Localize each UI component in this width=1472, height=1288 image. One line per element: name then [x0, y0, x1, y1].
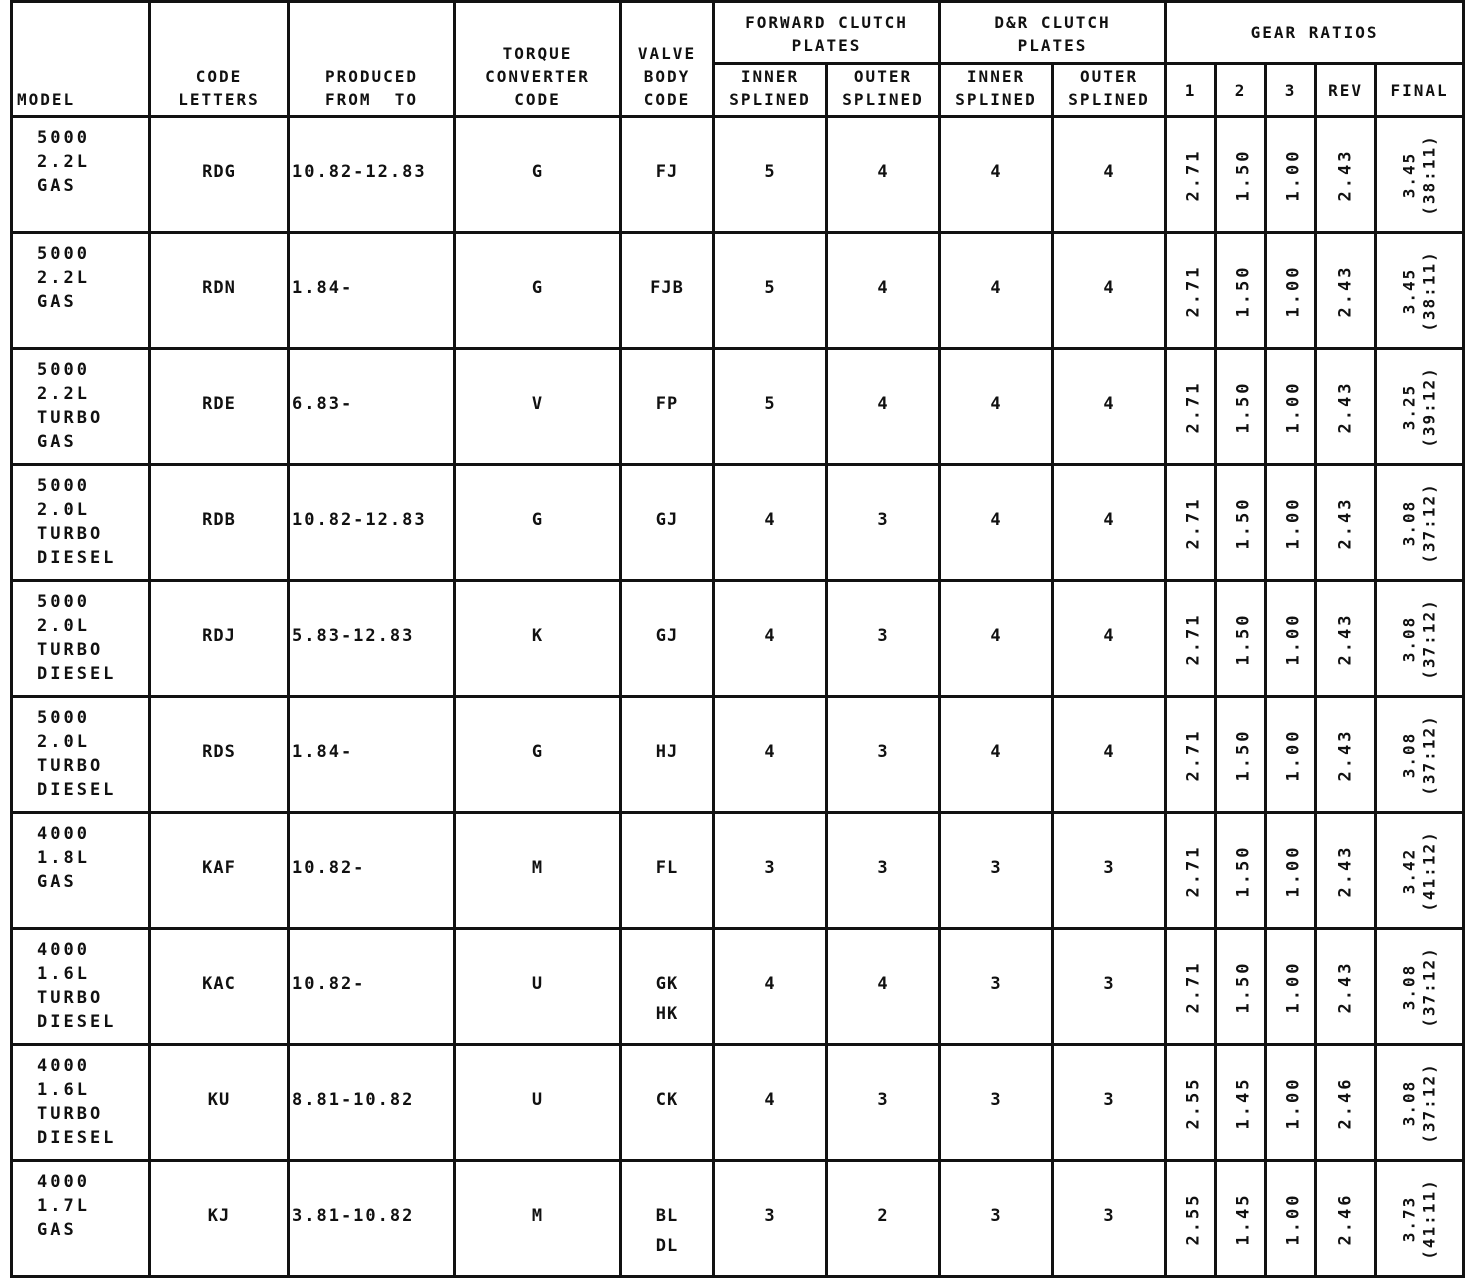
header-row-top [12, 2, 1464, 64]
header-torque-line3: CODE [514, 90, 561, 109]
produced-cell: 6.83- [289, 349, 455, 465]
model-cell: 5000 2.2L GAS [12, 117, 150, 233]
gear-ratio-3-cell [1266, 1045, 1316, 1161]
torque-converter-cell: G [455, 233, 621, 349]
rotated-ratio-value: 1.50 [1233, 844, 1254, 897]
model-cell: 5000 2.0L TURBO DIESEL [12, 581, 150, 697]
gear-ratio-2-cell [1216, 813, 1266, 929]
forward-inner-splined-cell: 4 [714, 929, 827, 1045]
valve-body-code: CK [655, 1090, 679, 1110]
forward-inner-splined-cell: 3 [714, 1161, 827, 1277]
header-dr-outer-line2: SPLINED [1068, 90, 1150, 109]
header-valve-line1: VALVE [637, 44, 697, 63]
torque-converter-cell: U [455, 1045, 621, 1161]
valve-body-code: BL [655, 1206, 679, 1226]
table-row [12, 813, 1464, 929]
table-row [12, 1161, 1464, 1277]
header-forward-line2: PLATES [791, 36, 862, 55]
dr-inner-splined-cell: 4 [940, 349, 1053, 465]
torque-converter-cell: G [455, 697, 621, 813]
produced-cell: 1.84- [289, 697, 455, 813]
header-dr-outer-line1: OUTER [1079, 67, 1139, 86]
code-letters-cell: RDG [150, 117, 289, 233]
model-cell: 4000 1.7L GAS [12, 1161, 150, 1277]
valve-body-code: FJ [655, 162, 679, 182]
forward-outer-splined-cell: 2 [827, 1161, 940, 1277]
forward-inner-splined-cell: 5 [714, 349, 827, 465]
rotated-ratio-value: 3.25 (39:12) [1399, 365, 1439, 448]
rotated-ratio-value: 2.71 [1183, 844, 1204, 897]
gear-ratio-final-cell [1376, 233, 1464, 349]
gear-ratio-3-cell [1266, 465, 1316, 581]
table-row [12, 465, 1464, 581]
rotated-ratio-value: 1.00 [1283, 960, 1304, 1013]
header-code-letters-line1: CODE [195, 67, 243, 86]
forward-inner-splined-cell: 4 [714, 1045, 827, 1161]
gear-ratio-final-cell [1376, 581, 1464, 697]
forward-outer-splined-cell: 4 [827, 117, 940, 233]
produced-cell: 10.82- [289, 813, 455, 929]
header-produced-line2: FROM TO [324, 90, 419, 109]
dr-inner-splined-cell: 4 [940, 117, 1053, 233]
rotated-ratio-value: 1.50 [1233, 148, 1254, 201]
gear-ratio-2-cell [1216, 233, 1266, 349]
header-dr-inner-line2: SPLINED [955, 90, 1037, 109]
dr-outer-splined-cell: 4 [1053, 697, 1166, 813]
valve-body-code: DL [655, 1236, 679, 1256]
valve-body-cell [621, 929, 714, 1045]
rotated-ratio-value: 2.43 [1335, 148, 1356, 201]
dr-outer-splined-cell: 3 [1053, 1045, 1166, 1161]
rotated-ratio-value: 2.71 [1183, 960, 1204, 1013]
header-ratio-3: 3 [1266, 64, 1316, 117]
rotated-ratio-value: 2.71 [1183, 612, 1204, 665]
header-fwd-outer-line2: SPLINED [842, 90, 924, 109]
header-fwd-inner [714, 64, 827, 117]
torque-converter-cell: G [455, 117, 621, 233]
produced-cell: 10.82- [289, 929, 455, 1045]
table-row [12, 117, 1464, 233]
transmission-spec-sheet [10, 0, 1462, 1278]
torque-converter-cell: U [455, 929, 621, 1045]
dr-inner-splined-cell: 4 [940, 697, 1053, 813]
header-fwd-inner-line1: INNER [740, 67, 800, 86]
header-torque-line2: CONVERTER [485, 67, 590, 86]
rotated-ratio-value: 1.00 [1283, 380, 1304, 433]
torque-converter-cell: V [455, 349, 621, 465]
forward-outer-splined-cell: 3 [827, 465, 940, 581]
code-letters-cell: RDS [150, 697, 289, 813]
rotated-ratio-value: 3.08 (37:12) [1399, 713, 1439, 796]
table-row [12, 233, 1464, 349]
header-code-letters [150, 2, 289, 117]
torque-converter-cell: M [455, 1161, 621, 1277]
gear-ratio-3-cell [1266, 1161, 1316, 1277]
table-row [12, 1045, 1464, 1161]
dr-outer-splined-cell: 3 [1053, 929, 1166, 1045]
rotated-ratio-value: 1.00 [1283, 844, 1304, 897]
gear-ratio-rev-cell [1316, 697, 1376, 813]
rotated-ratio-value: 1.50 [1233, 612, 1254, 665]
dr-outer-splined-cell: 4 [1053, 117, 1166, 233]
torque-converter-cell: M [455, 813, 621, 929]
forward-outer-splined-cell: 4 [827, 349, 940, 465]
gear-ratio-rev-cell [1316, 929, 1376, 1045]
gear-ratio-final-cell [1376, 1161, 1464, 1277]
gear-ratio-3-cell [1266, 929, 1316, 1045]
forward-outer-splined-cell: 3 [827, 1045, 940, 1161]
valve-body-cell [621, 581, 714, 697]
gear-ratio-rev-cell [1316, 1045, 1376, 1161]
dr-inner-splined-cell: 3 [940, 1045, 1053, 1161]
forward-inner-splined-cell: 5 [714, 117, 827, 233]
valve-body-code: GJ [655, 626, 679, 646]
produced-cell: 10.82-12.83 [289, 465, 455, 581]
dr-inner-splined-cell: 3 [940, 1161, 1053, 1277]
gear-ratio-2-cell [1216, 1161, 1266, 1277]
forward-outer-splined-cell: 4 [827, 233, 940, 349]
rotated-ratio-value: 2.71 [1183, 148, 1204, 201]
gear-ratio-rev-cell [1316, 465, 1376, 581]
gear-ratio-2-cell [1216, 697, 1266, 813]
valve-body-cell [621, 465, 714, 581]
table-row [12, 697, 1464, 813]
dr-outer-splined-cell: 4 [1053, 349, 1166, 465]
dr-inner-splined-cell: 4 [940, 465, 1053, 581]
header-forward-line1: FORWARD CLUTCH [745, 13, 908, 32]
gear-ratio-1-cell [1166, 813, 1216, 929]
dr-inner-splined-cell: 4 [940, 233, 1053, 349]
valve-body-code: FL [655, 858, 679, 878]
rotated-ratio-value: 1.45 [1233, 1076, 1254, 1129]
model-cell: 5000 2.0L TURBO DIESEL [12, 697, 150, 813]
gear-ratio-rev-cell [1316, 233, 1376, 349]
header-dr-inner-line1: INNER [966, 67, 1026, 86]
rotated-ratio-value: 2.43 [1335, 496, 1356, 549]
header-torque-line1: TORQUE [502, 44, 573, 63]
rotated-ratio-value: 1.00 [1283, 148, 1304, 201]
dr-inner-splined-cell: 3 [940, 813, 1053, 929]
gear-ratio-3-cell [1266, 349, 1316, 465]
rotated-ratio-value: 3.08 (37:12) [1399, 597, 1439, 680]
forward-outer-splined-cell: 3 [827, 813, 940, 929]
header-gear-ratios: GEAR RATIOS [1166, 2, 1464, 64]
header-dr-inner [940, 64, 1053, 117]
gear-ratio-3-cell [1266, 813, 1316, 929]
code-letters-cell: RDJ [150, 581, 289, 697]
header-fwd-outer-line1: OUTER [853, 67, 913, 86]
gear-ratio-2-cell [1216, 929, 1266, 1045]
dr-outer-splined-cell: 3 [1053, 1161, 1166, 1277]
gear-ratio-1-cell [1166, 349, 1216, 465]
gear-ratio-1-cell [1166, 697, 1216, 813]
dr-outer-splined-cell: 4 [1053, 581, 1166, 697]
gear-ratio-rev-cell [1316, 117, 1376, 233]
rotated-ratio-value: 1.50 [1233, 960, 1254, 1013]
model-cell: 4000 1.8L GAS [12, 813, 150, 929]
rotated-ratio-value: 1.00 [1283, 1192, 1304, 1245]
model-cell: 5000 2.2L TURBO GAS [12, 349, 150, 465]
forward-outer-splined-cell: 4 [827, 929, 940, 1045]
valve-body-cell [621, 1161, 714, 1277]
gear-ratio-rev-cell [1316, 813, 1376, 929]
rotated-ratio-value: 2.43 [1335, 380, 1356, 433]
header-ratio-2: 2 [1216, 64, 1266, 117]
valve-body-code: FP [655, 394, 679, 414]
rotated-ratio-value: 2.43 [1335, 844, 1356, 897]
gear-ratio-1-cell [1166, 233, 1216, 349]
valve-body-cell [621, 697, 714, 813]
rotated-ratio-value: 3.45 (38:11) [1399, 249, 1439, 332]
valve-body-code: GK [655, 974, 679, 994]
gear-ratio-final-cell [1376, 1045, 1464, 1161]
spec-table-body [12, 117, 1464, 1277]
valve-body-cell [621, 813, 714, 929]
rotated-ratio-value: 3.08 (37:12) [1399, 1061, 1439, 1144]
rotated-ratio-value: 2.43 [1335, 728, 1356, 781]
valve-body-cell [621, 233, 714, 349]
dr-outer-splined-cell: 4 [1053, 465, 1166, 581]
rotated-ratio-value: 2.71 [1183, 380, 1204, 433]
gear-ratio-final-cell [1376, 697, 1464, 813]
forward-inner-splined-cell: 5 [714, 233, 827, 349]
header-valve-line3: CODE [643, 90, 691, 109]
header-dr-clutch [940, 2, 1166, 64]
produced-cell: 10.82-12.83 [289, 117, 455, 233]
rotated-ratio-value: 2.71 [1183, 264, 1204, 317]
rotated-ratio-value: 3.08 (37:12) [1399, 481, 1439, 564]
gear-ratio-1-cell [1166, 1161, 1216, 1277]
gear-ratio-2-cell [1216, 465, 1266, 581]
rotated-ratio-value: 3.08 (37:12) [1399, 945, 1439, 1028]
gear-ratio-1-cell [1166, 929, 1216, 1045]
gear-ratio-rev-cell [1316, 581, 1376, 697]
valve-body-cell [621, 117, 714, 233]
header-torque-converter [455, 2, 621, 117]
header-fwd-inner-line2: SPLINED [729, 90, 811, 109]
table-row [12, 349, 1464, 465]
rotated-ratio-value: 2.71 [1183, 496, 1204, 549]
valve-body-code: HK [655, 1004, 679, 1024]
rotated-ratio-value: 1.00 [1283, 264, 1304, 317]
valve-body-code: GJ [655, 510, 679, 530]
gear-ratio-rev-cell [1316, 1161, 1376, 1277]
code-letters-cell: RDB [150, 465, 289, 581]
dr-outer-splined-cell: 4 [1053, 233, 1166, 349]
header-ratio-rev: REV [1316, 64, 1376, 117]
code-letters-cell: KAC [150, 929, 289, 1045]
gear-ratio-2-cell [1216, 581, 1266, 697]
rotated-ratio-value: 2.46 [1335, 1076, 1356, 1129]
rotated-ratio-value: 2.71 [1183, 728, 1204, 781]
rotated-ratio-value: 1.00 [1283, 496, 1304, 549]
forward-inner-splined-cell: 4 [714, 581, 827, 697]
forward-outer-splined-cell: 3 [827, 697, 940, 813]
dr-outer-splined-cell: 3 [1053, 813, 1166, 929]
gear-ratio-1-cell [1166, 581, 1216, 697]
torque-converter-cell: K [455, 581, 621, 697]
gear-ratio-2-cell [1216, 1045, 1266, 1161]
gear-ratio-2-cell [1216, 349, 1266, 465]
header-produced-line1: PRODUCED [324, 67, 419, 86]
header-forward-clutch [714, 2, 940, 64]
produced-cell: 5.83-12.83 [289, 581, 455, 697]
model-cell: 4000 1.6L TURBO DIESEL [12, 1045, 150, 1161]
rotated-ratio-value: 2.46 [1335, 1192, 1356, 1245]
model-cell: 4000 1.6L TURBO DIESEL [12, 929, 150, 1045]
gear-ratio-2-cell [1216, 117, 1266, 233]
forward-inner-splined-cell: 4 [714, 697, 827, 813]
header-fwd-outer [827, 64, 940, 117]
header-valve-line2: BODY [643, 67, 691, 86]
rotated-ratio-value: 2.43 [1335, 612, 1356, 665]
rotated-ratio-value: 2.55 [1183, 1076, 1204, 1129]
produced-cell: 8.81-10.82 [289, 1045, 455, 1161]
gear-ratio-3-cell [1266, 581, 1316, 697]
rotated-ratio-value: 1.50 [1233, 380, 1254, 433]
rotated-ratio-value: 1.45 [1233, 1192, 1254, 1245]
gear-ratio-final-cell [1376, 465, 1464, 581]
valve-body-code: FJB [650, 278, 684, 298]
rotated-ratio-value: 1.00 [1283, 612, 1304, 665]
code-letters-cell: RDN [150, 233, 289, 349]
rotated-ratio-value: 3.42 (41:12) [1399, 829, 1439, 912]
valve-body-code: HJ [655, 742, 679, 762]
rotated-ratio-value: 3.73 (41:11) [1399, 1177, 1439, 1260]
table-row [12, 581, 1464, 697]
header-ratio-1: 1 [1166, 64, 1216, 117]
forward-outer-splined-cell: 3 [827, 581, 940, 697]
dr-inner-splined-cell: 3 [940, 929, 1053, 1045]
rotated-ratio-value: 1.50 [1233, 496, 1254, 549]
transmission-spec-table [10, 0, 1465, 1278]
forward-inner-splined-cell: 4 [714, 465, 827, 581]
gear-ratio-3-cell [1266, 697, 1316, 813]
gear-ratio-3-cell [1266, 233, 1316, 349]
code-letters-cell: RDE [150, 349, 289, 465]
header-model: MODEL [12, 2, 150, 117]
rotated-ratio-value: 1.50 [1233, 728, 1254, 781]
gear-ratio-1-cell [1166, 117, 1216, 233]
gear-ratio-final-cell [1376, 349, 1464, 465]
rotated-ratio-value: 2.55 [1183, 1192, 1204, 1245]
forward-inner-splined-cell: 3 [714, 813, 827, 929]
produced-cell: 3.81-10.82 [289, 1161, 455, 1277]
produced-cell: 1.84- [289, 233, 455, 349]
gear-ratio-final-cell [1376, 929, 1464, 1045]
code-letters-cell: KJ [150, 1161, 289, 1277]
header-dr-line2: PLATES [1017, 36, 1088, 55]
gear-ratio-3-cell [1266, 117, 1316, 233]
table-row [12, 929, 1464, 1045]
code-letters-cell: KAF [150, 813, 289, 929]
valve-body-cell [621, 1045, 714, 1161]
header-dr-outer [1053, 64, 1166, 117]
gear-ratio-rev-cell [1316, 349, 1376, 465]
header-ratio-final: FINAL [1376, 64, 1464, 117]
torque-converter-cell: G [455, 465, 621, 581]
model-cell: 5000 2.0L TURBO DIESEL [12, 465, 150, 581]
model-cell: 5000 2.2L GAS [12, 233, 150, 349]
rotated-ratio-value: 1.00 [1283, 1076, 1304, 1129]
rotated-ratio-value: 1.50 [1233, 264, 1254, 317]
header-valve-body [621, 2, 714, 117]
dr-inner-splined-cell: 4 [940, 581, 1053, 697]
valve-body-cell [621, 349, 714, 465]
header-code-letters-line2: LETTERS [178, 90, 260, 109]
gear-ratio-1-cell [1166, 1045, 1216, 1161]
rotated-ratio-value: 3.45 (38:11) [1399, 133, 1439, 216]
header-produced [289, 2, 455, 117]
gear-ratio-1-cell [1166, 465, 1216, 581]
rotated-ratio-value: 2.43 [1335, 264, 1356, 317]
code-letters-cell: KU [150, 1045, 289, 1161]
rotated-ratio-value: 1.00 [1283, 728, 1304, 781]
gear-ratio-final-cell [1376, 117, 1464, 233]
gear-ratio-final-cell [1376, 813, 1464, 929]
header-dr-line1: D&R CLUTCH [994, 13, 1111, 32]
rotated-ratio-value: 2.43 [1335, 960, 1356, 1013]
